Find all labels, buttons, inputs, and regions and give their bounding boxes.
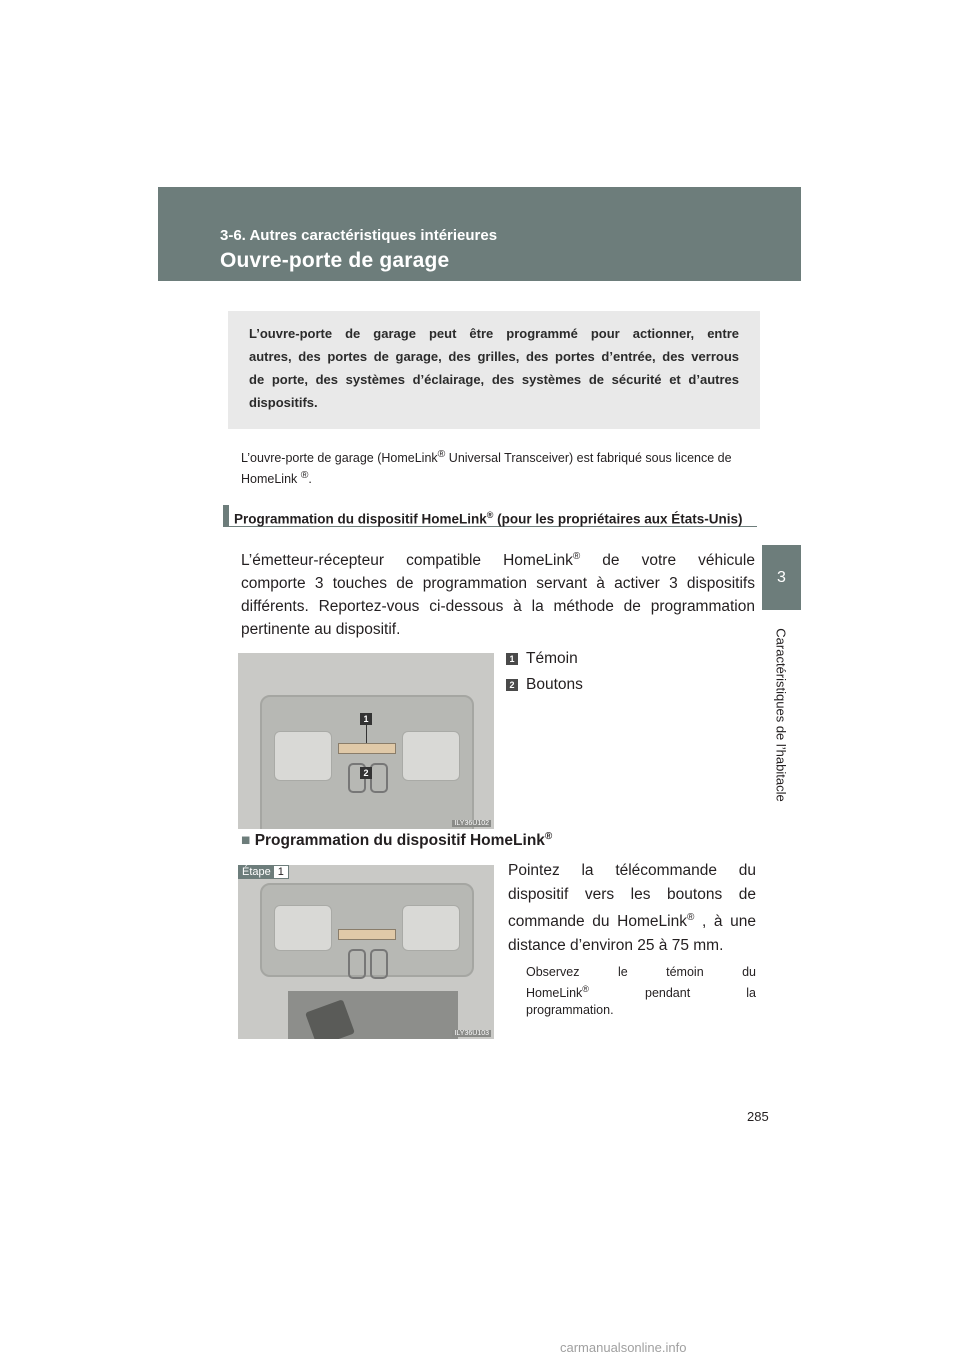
body-paragraph (241, 545, 755, 641)
body-line: pertinente au dispositif. (241, 621, 401, 639)
step-note (526, 964, 756, 1019)
square-bullet-icon: ■ (241, 832, 251, 850)
callout-1: 1 (360, 713, 372, 725)
programming-photo (238, 865, 494, 1039)
step-note-line (526, 981, 756, 1002)
step-line: distance d’environ 25 à 75 mm. (508, 936, 724, 954)
legend-label: Témoin (526, 650, 578, 667)
body-line: différents. Reportez-vous ci-dessous à la méthode de programmation (241, 598, 755, 616)
step-note-line: Observez le témoin du (526, 965, 756, 979)
subheading-text: (pour les propriétaires aux États-Unis) (493, 511, 743, 527)
console-switch (348, 949, 366, 979)
body-line: comporte 3 touches de programmation servant à activer 3 dispositifs (241, 575, 755, 593)
step-text: , à une (694, 913, 756, 931)
legend-item (506, 676, 583, 694)
body-line (241, 545, 755, 572)
map-lamp-left (274, 905, 332, 951)
console-switch (370, 763, 388, 793)
step-line (508, 906, 756, 934)
step-badge (238, 865, 289, 879)
registered-mark: ® (582, 984, 589, 994)
intro-box (228, 311, 760, 429)
step-line: Pointez la télécommande du (508, 862, 756, 879)
legend-label: Boutons (526, 676, 583, 693)
section-label: 3-6. Autres caractéristiques intérieures (220, 227, 498, 244)
intro-line: autres, des portes de garage, des grilles, des portes d’entrée, des verrous (249, 349, 739, 364)
intro-line: de porte, des systèmes d’éclairage, des systèmes de sécurité et d’autres (249, 372, 739, 387)
homelink-buttons (338, 743, 396, 754)
map-lamp-right (402, 905, 460, 951)
callout-2: 2 (360, 767, 372, 779)
map-lamp-right (402, 731, 460, 781)
step-line: dispositif vers les boutons de (508, 885, 756, 903)
page-number: 285 (747, 1109, 769, 1124)
step-note-text: pendant la (588, 986, 756, 1001)
note-text: Universal Transceiver) est fabriqué sous licence de HomeLink (241, 451, 732, 487)
subheading-text: Programmation du dispositif HomeLink (234, 511, 487, 527)
registered-mark: ® (437, 449, 446, 460)
console-switch (370, 949, 388, 979)
step-number: 1 (274, 866, 288, 878)
homelink-buttons (338, 929, 396, 940)
legend-item (506, 650, 578, 668)
chapter-side-label: Caractéristiques de l’habitacle (773, 628, 789, 802)
body-text: L’émetteur-récepteur compatible HomeLink (241, 552, 573, 570)
watermark: carmanualsonline.info (560, 1340, 687, 1355)
body-text: de votre véhicule (580, 552, 755, 570)
image-code: ILY36U103 (454, 1030, 489, 1037)
section-heading-text: Programmation du dispositif HomeLink (254, 832, 545, 850)
note-text: L’ouvre-porte de garage (HomeLink (241, 451, 438, 466)
note-text: . (308, 472, 312, 487)
chapter-tab: 3 (762, 545, 801, 610)
subheading (223, 505, 757, 527)
step-instruction (508, 859, 756, 957)
intro-line: L’ouvre-porte de garage peut être programmé pour actionner, entre (249, 326, 739, 341)
step-label: Étape (239, 866, 274, 878)
overhead-console-photo (238, 653, 494, 829)
map-lamp-left (274, 731, 332, 781)
step-text: commande du HomeLink (508, 913, 687, 931)
intro-line: dispositifs. (249, 395, 318, 410)
registered-mark: ® (486, 510, 494, 520)
registered-mark: ® (300, 470, 309, 482)
registered-mark: ® (572, 551, 581, 562)
legend-number: 2 (506, 679, 518, 691)
page-title: Ouvre-porte de garage (220, 249, 450, 272)
registered-mark: ® (544, 831, 553, 842)
step-note-text: HomeLink (526, 986, 583, 1001)
legend-number: 1 (506, 653, 518, 665)
image-code: ILY36U102 (454, 820, 489, 827)
step-note-line: programmation. (526, 1003, 614, 1018)
section-heading (241, 831, 552, 850)
chapter-header (158, 187, 801, 281)
callout-leader (366, 725, 367, 743)
registered-mark: ® (686, 912, 695, 923)
license-note (241, 446, 759, 488)
